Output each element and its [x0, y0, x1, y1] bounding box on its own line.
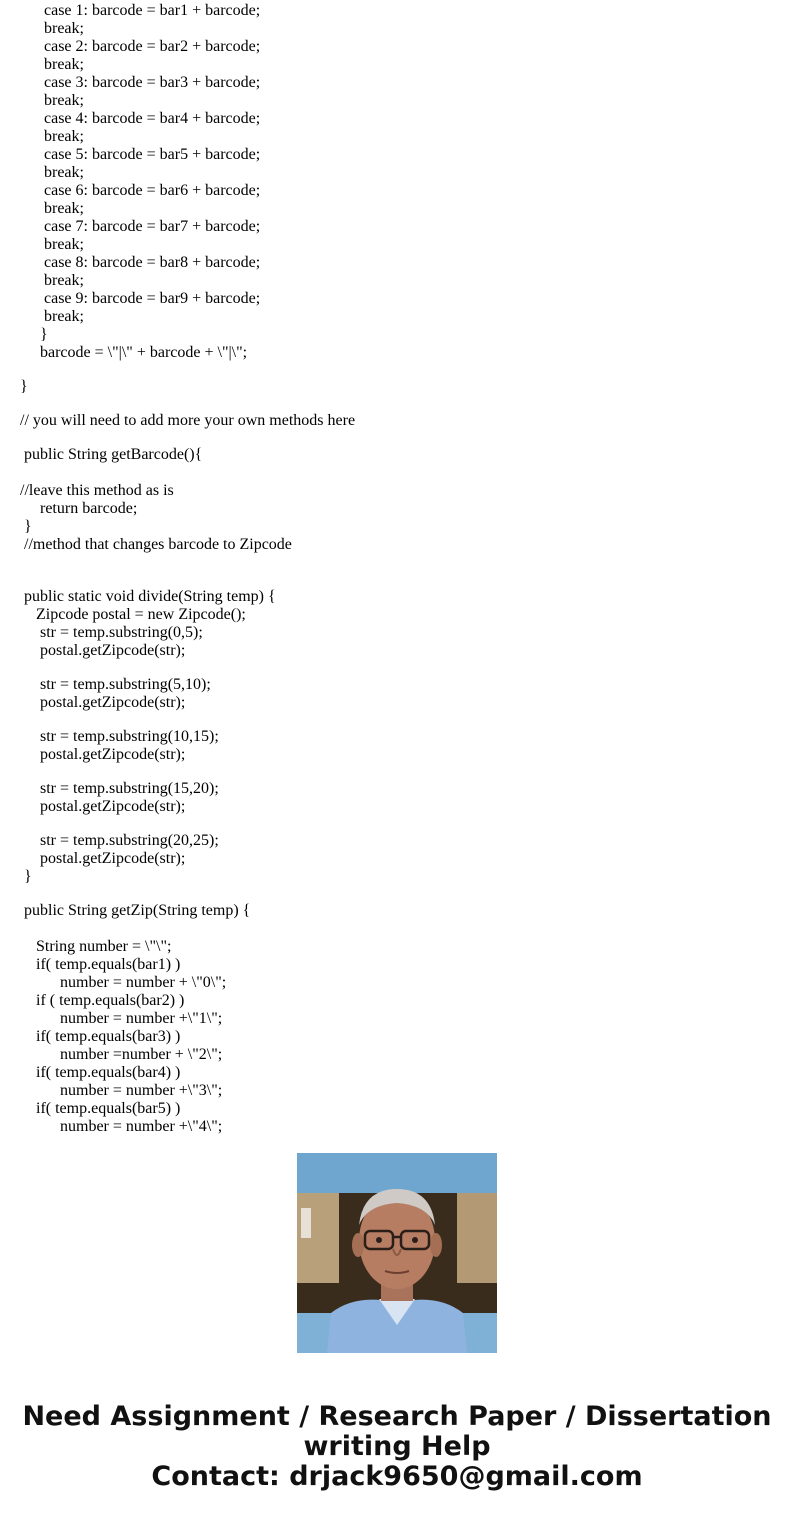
code-line: public String getZip(String temp) { — [20, 902, 251, 919]
avatar — [297, 1153, 497, 1353]
code-line: if( temp.equals(bar5) ) — [20, 1100, 181, 1117]
code-line: str = temp.substring(0,5); — [20, 624, 203, 641]
code-line: //method that changes barcode to Zipcode — [20, 536, 292, 553]
code-line: case 9: barcode = bar9 + barcode; — [20, 290, 261, 307]
code-line: case 3: barcode = bar3 + barcode; — [20, 74, 261, 91]
code-line: if( temp.equals(bar4) ) — [20, 1064, 181, 1081]
code-line: str = temp.substring(15,20); — [20, 780, 219, 797]
code-line: postal.getZipcode(str); — [20, 798, 186, 815]
code-line: break; — [20, 92, 84, 109]
code-line: if( temp.equals(bar1) ) — [20, 956, 181, 973]
code-line: break; — [20, 164, 84, 181]
code-line: str = temp.substring(10,15); — [20, 728, 219, 745]
code-line: if( temp.equals(bar3) ) — [20, 1028, 181, 1045]
code-snippet — [20, 2, 780, 1135]
code-line: number = number +\"1\"; — [20, 1010, 223, 1027]
code-line: break; — [20, 272, 84, 289]
code-line: Zipcode postal = new Zipcode(); — [20, 606, 246, 623]
code-line: case 2: barcode = bar2 + barcode; — [20, 38, 261, 55]
code-line: str = temp.substring(20,25); — [20, 832, 219, 849]
code-line: break; — [20, 200, 84, 217]
code-line: public static void divide(String temp) { — [20, 588, 276, 605]
code-line: case 4: barcode = bar4 + barcode; — [20, 110, 261, 127]
code-line: case 7: barcode = bar7 + barcode; — [20, 218, 261, 235]
code-line: public String getBarcode(){ — [20, 446, 203, 463]
code-line: //leave this method as is — [20, 482, 174, 499]
code-line: case 1: barcode = bar1 + barcode; — [20, 2, 261, 19]
code-line: break; — [20, 20, 84, 37]
avatar-photo — [297, 1153, 497, 1353]
code-line: } — [20, 868, 32, 885]
code-line: if ( temp.equals(bar2) ) — [20, 992, 185, 1009]
banner-contact: Contact: drjack9650@gmail.com — [151, 1461, 643, 1492]
code-line: break; — [20, 308, 84, 325]
code-line: break; — [20, 128, 84, 145]
code-line: number = number +\"4\"; — [20, 1118, 223, 1135]
code-line: postal.getZipcode(str); — [20, 746, 186, 763]
code-line: // you will need to add more your own methods here — [20, 412, 356, 429]
code-line: barcode = \"|\" + barcode + \"|\"; — [20, 344, 248, 361]
code-line: case 8: barcode = bar8 + barcode; — [20, 254, 261, 271]
code-line: postal.getZipcode(str); — [20, 642, 186, 659]
contact-banner — [0, 1402, 794, 1492]
code-line: str = temp.substring(5,10); — [20, 676, 211, 693]
code-line: } — [20, 326, 48, 343]
code-line: break; — [20, 236, 84, 253]
banner-headline: Need Assignment / Research Paper / Dissertation — [22, 1401, 772, 1432]
code-line: postal.getZipcode(str); — [20, 850, 186, 867]
code-line: String number = \"\"; — [20, 938, 172, 955]
code-line: } — [20, 518, 32, 535]
code-line: case 6: barcode = bar6 + barcode; — [20, 182, 261, 199]
code-line: } — [20, 378, 28, 395]
code-line: postal.getZipcode(str); — [20, 694, 186, 711]
code-line: number = number + \"0\"; — [20, 974, 227, 991]
code-line: break; — [20, 56, 84, 73]
code-line: number =number + \"2\"; — [20, 1046, 223, 1063]
code-line: return barcode; — [20, 500, 138, 517]
banner-subline: writing Help — [303, 1431, 491, 1462]
code-line: case 5: barcode = bar5 + barcode; — [20, 146, 261, 163]
code-line: number = number +\"3\"; — [20, 1082, 223, 1099]
